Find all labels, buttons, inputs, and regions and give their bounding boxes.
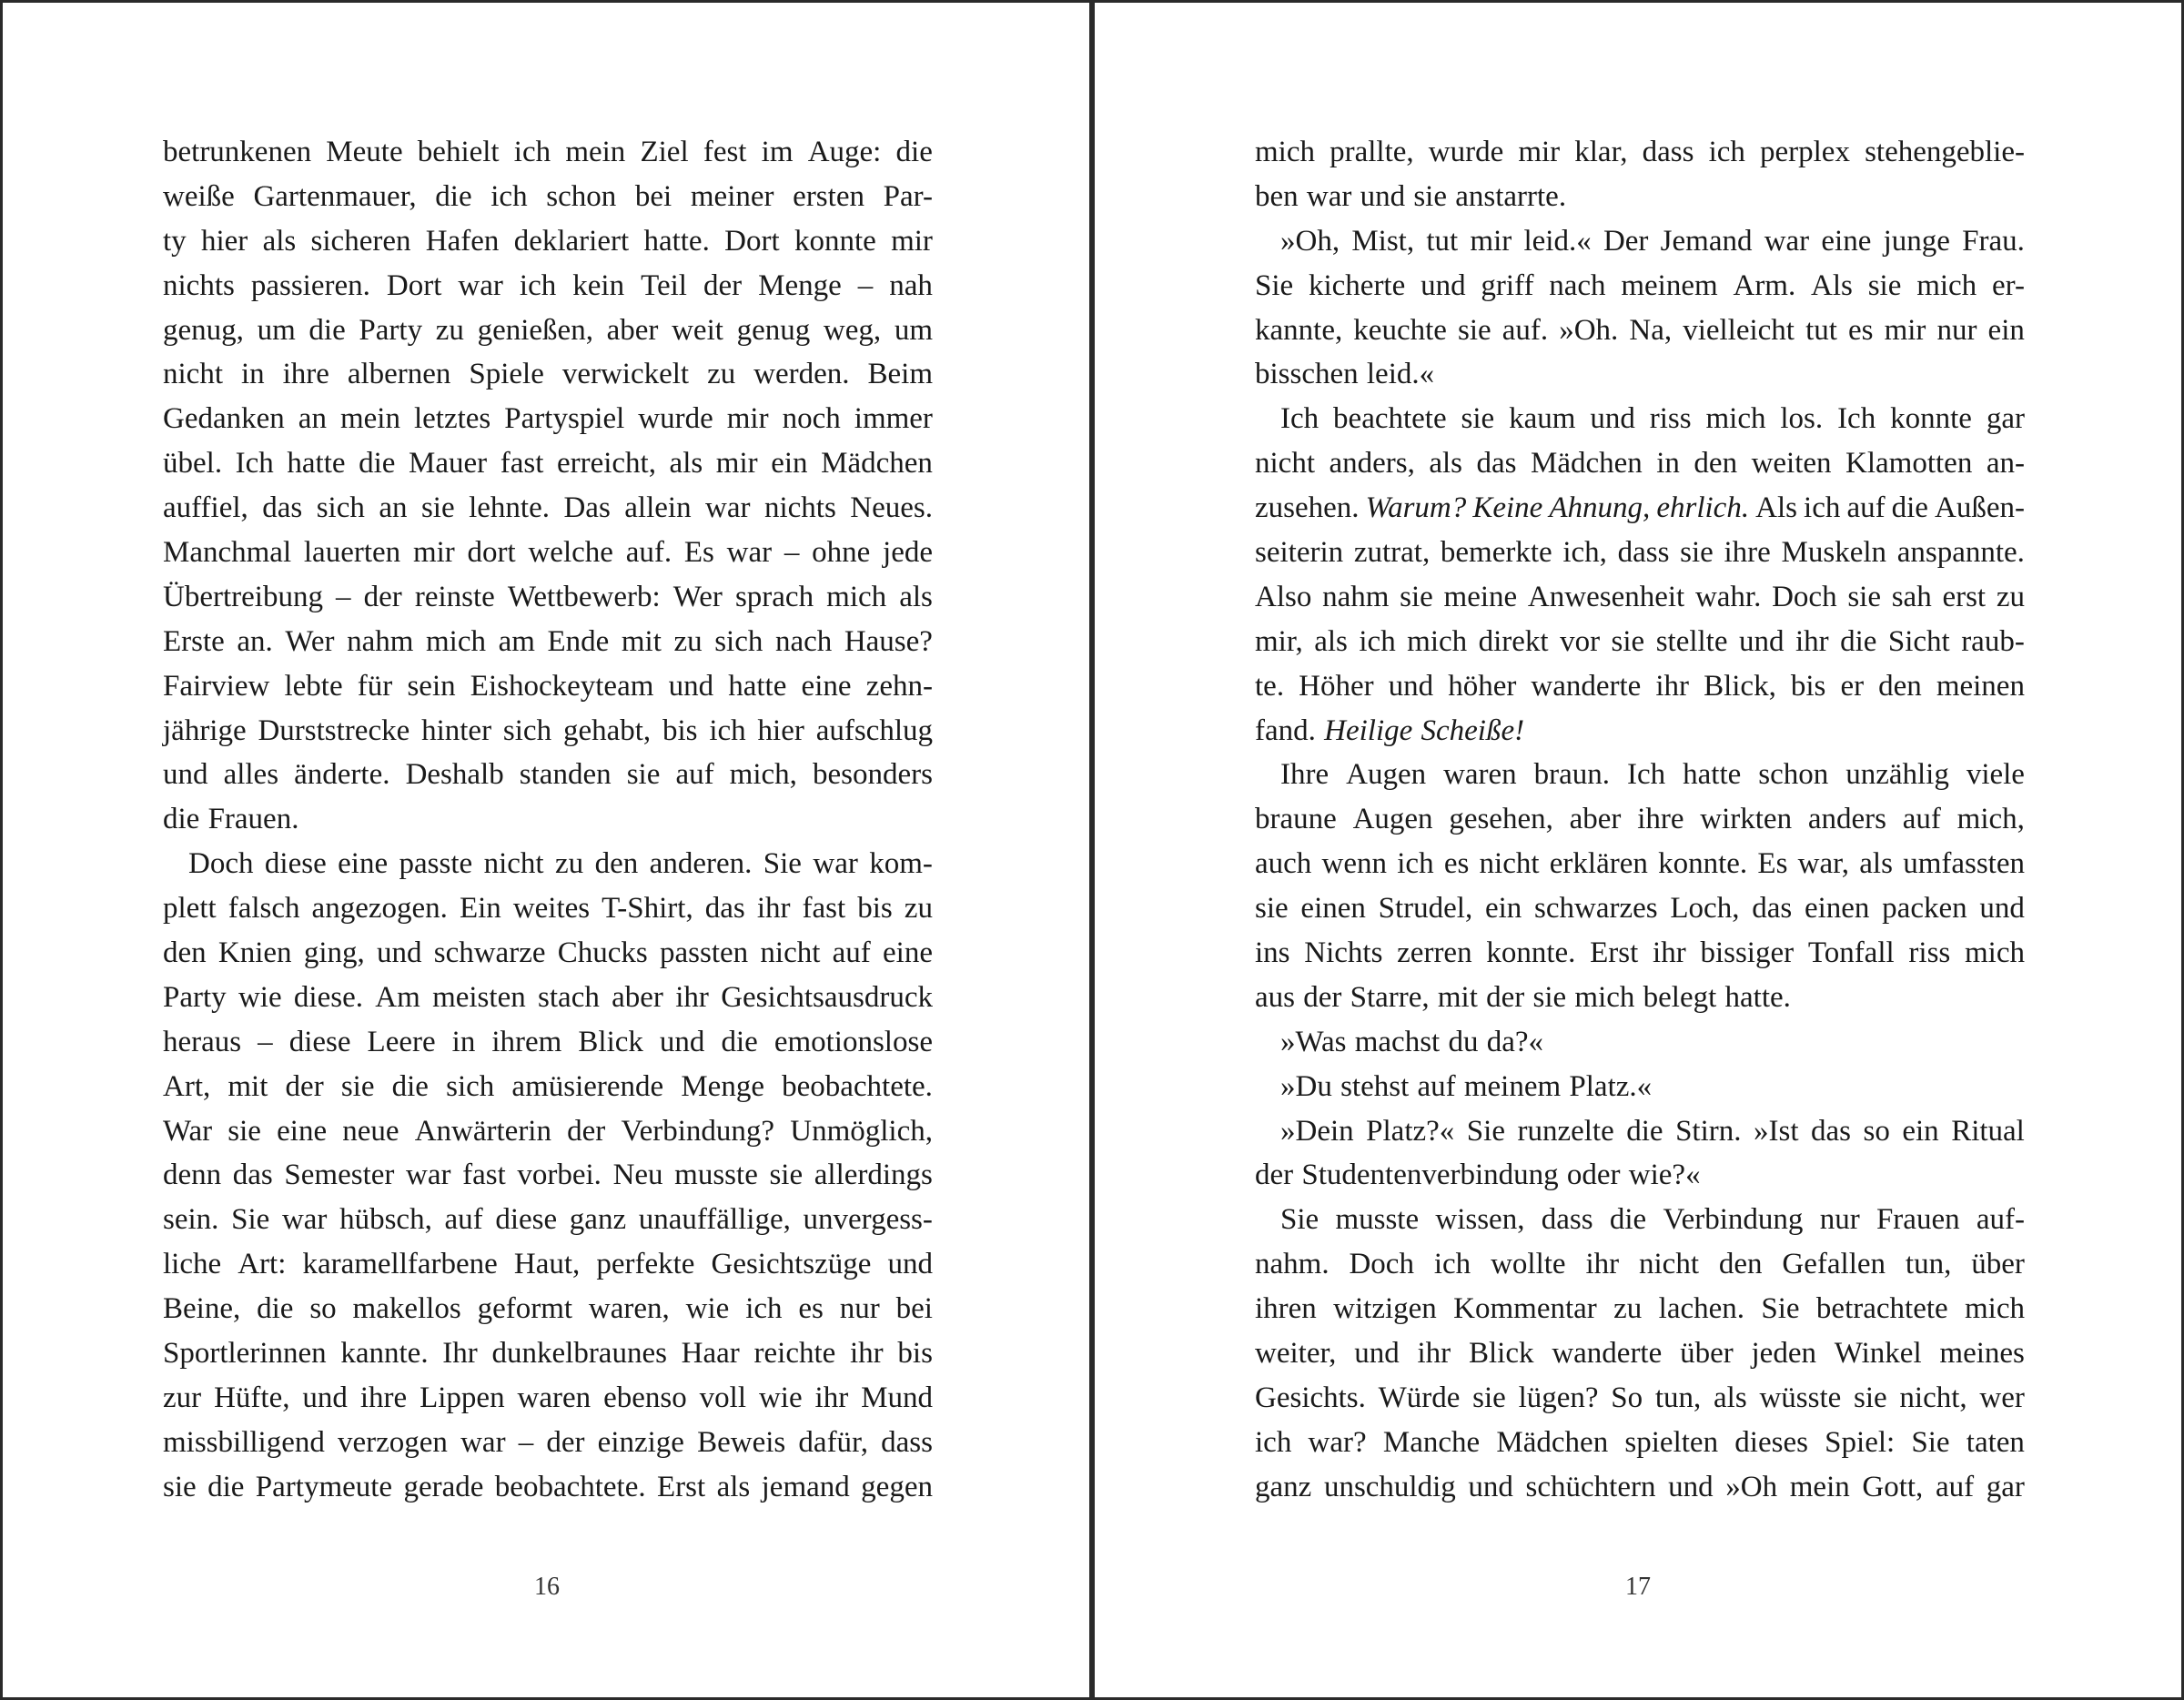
text-line: ben war und sie anstarrte. bbox=[1255, 179, 1567, 213]
text-line: nahm. Doch ich wollte ihr nicht den Gefallen tun, über bbox=[1255, 1248, 2025, 1281]
text-line: Also nahm sie meine Anwesenheit wahr. Doch sie sah erst zu bbox=[1255, 580, 2025, 613]
text-line: und alles änderte. Deshalb standen sie auf mich, besonders bbox=[163, 758, 933, 792]
text-line: Sportlerinnen kannte. Ihr dunkelbraunes Haar reichte ihr bis bbox=[163, 1337, 933, 1371]
left-page-number: 16 bbox=[534, 1573, 560, 1601]
text-line: Beine, die so makellos geformt waren, wie ich es nur bei bbox=[163, 1292, 933, 1326]
left-page-text bbox=[163, 130, 933, 1510]
text-line: Sie musste wissen, dass die Verbindung nur Frauen auf- bbox=[1280, 1203, 2025, 1237]
text-line: nichts passieren. Dort war ich kein Teil der Menge – nah bbox=[163, 268, 933, 302]
text-line: jährige Durststrecke hinter sich gehabt, bis ich hier aufschlug bbox=[163, 713, 933, 747]
text-line: plett falsch angezogen. Ein weites T-Shirt, das ihr fast bis zu bbox=[163, 892, 933, 926]
text-line: missbilligend verzogen war – der einzige Beweis dafür, dass bbox=[163, 1425, 933, 1459]
text-line: fand. Heilige Scheiße! bbox=[1255, 713, 1525, 747]
right-page-number: 17 bbox=[1625, 1573, 1651, 1601]
text-line: den Knien ging, und schwarze Chucks passten nicht auf eine bbox=[163, 936, 933, 970]
text-line: Ihre Augen waren braun. Ich hatte schon unzählig viele bbox=[1280, 758, 2025, 792]
text-line: auffiel, das sich an sie lehnte. Das allein war nichts Neues. bbox=[163, 491, 933, 525]
text-line: aus der Starre, mit der sie mich belegt hatte. bbox=[1255, 980, 1791, 1014]
text-line: sie einen Strudel, ein schwarzes Loch, das einen packen und bbox=[1255, 892, 2025, 926]
text-line: die Frauen. bbox=[163, 803, 299, 836]
right-page-text bbox=[1255, 130, 2025, 1510]
text-line: Sie kicherte und griff nach meinem Arm. Als sie mich er- bbox=[1255, 268, 2025, 302]
text-line: ty hier als sicheren Hafen deklariert hatte. Dort konnte mir bbox=[163, 224, 933, 258]
text-line: Manchmal lauerten mir dort welche auf. Es war – ohne jede bbox=[163, 536, 933, 570]
text-line: betrunkenen Meute behielt ich mein Ziel fest im Auge: die bbox=[163, 136, 933, 168]
text-line: seiterin zutrat, bemerkte ich, dass sie ihre Muskeln anspannte. bbox=[1255, 536, 2025, 570]
text-line: Gedanken an mein letztes Partyspiel wurde mir noch immer bbox=[163, 402, 933, 436]
text-line: kannte, keuchte sie auf. »Oh. Na, vielleicht tut es mir nur ein bbox=[1255, 313, 2025, 347]
text-line: »Du stehst auf meinem Platz.« bbox=[1280, 1069, 1653, 1103]
text-line: nicht in ihre albernen Spiele verwickelt zu werden. Beim bbox=[163, 358, 933, 391]
text-line: zusehen. Warum? Keine Ahnung, ehrlich. Als ich auf die Außen- bbox=[1255, 491, 2025, 525]
text-line: auch wenn ich es nicht erklären konnte. Es war, als umfassten bbox=[1255, 847, 2025, 881]
text-line: sie die Partymeute gerade beobachtete. Erst als jemand gegen bbox=[163, 1470, 933, 1503]
text-line: Doch diese eine passte nicht zu den anderen. Sie war kom- bbox=[188, 847, 933, 881]
text-line: braune Augen gesehen, aber ihre wirkten anders auf mich, bbox=[1255, 803, 2025, 836]
text-line: »Was machst du da?« bbox=[1280, 1025, 1543, 1058]
text-line: War sie eine neue Anwärterin der Verbindung? Unmöglich, bbox=[163, 1114, 933, 1148]
text-line: der Studentenverbindung oder wie?« bbox=[1255, 1159, 1701, 1192]
text-line: zur Hüfte, und ihre Lippen waren ebenso voll wie ihr Mund bbox=[163, 1381, 933, 1414]
text-line: liche Art: karamellfarbene Haut, perfekte Gesichtszüge und bbox=[163, 1248, 933, 1281]
text-line: übel. Ich hatte die Mauer fast erreicht, als mir ein Mädchen bbox=[163, 447, 933, 481]
text-line: Ich beachtete sie kaum und riss mich los. Ich konnte gar bbox=[1280, 402, 2025, 436]
text-line: mich prallte, wurde mir klar, dass ich perplex stehengeblie- bbox=[1255, 136, 2025, 168]
text-line: weiter, und ihr Blick wanderte über jeden Winkel meines bbox=[1255, 1337, 2025, 1371]
text-line: ihren witzigen Kommentar zu lachen. Sie betrachtete mich bbox=[1255, 1292, 2025, 1326]
text-line: Fairview lebte für sein Eishockeyteam und hatte eine zehn- bbox=[163, 669, 933, 703]
right-page bbox=[1092, 0, 2184, 1700]
text-line: Gesichts. Würde sie lügen? So tun, als wüsste sie nicht, wer bbox=[1255, 1381, 2025, 1414]
text-line: te. Höher und höher wanderte ihr Blick, bis er den meinen bbox=[1255, 669, 2025, 703]
text-line: mir, als ich mich direkt vor sie stellte und ihr die Sicht raub- bbox=[1255, 624, 2025, 658]
text-line: Party wie diese. Am meisten stach aber ihr Gesichtsausdruck bbox=[163, 980, 933, 1014]
text-line: weiße Gartenmauer, die ich schon bei meiner ersten Par- bbox=[163, 179, 933, 213]
text-line: »Oh, Mist, tut mir leid.« Der Jemand war eine junge Frau. bbox=[1280, 224, 2025, 258]
text-line: Übertreibung – der reinste Wettbewerb: Wer sprach mich als bbox=[163, 580, 933, 613]
text-line: »Dein Platz?« Sie runzelte die Stirn. »Ist das so ein Ritual bbox=[1280, 1114, 2025, 1148]
text-line: nicht anders, als das Mädchen in den weiten Klamotten an- bbox=[1255, 447, 2025, 481]
text-line: ganz unschuldig und schüchtern und »Oh mein Gott, auf gar bbox=[1255, 1470, 2025, 1503]
text-line: Erste an. Wer nahm mich am Ende mit zu sich nach Hause? bbox=[163, 624, 933, 658]
text-line: bisschen leid.« bbox=[1255, 358, 1435, 391]
text-line: heraus – diese Leere in ihrem Blick und die emotionslose bbox=[163, 1025, 933, 1058]
text-line: genug, um die Party zu genießen, aber weit genug weg, um bbox=[163, 313, 933, 347]
text-line: Art, mit der sie die sich amüsierende Menge beobachtete. bbox=[163, 1069, 933, 1103]
text-line: sein. Sie war hübsch, auf diese ganz unauffällige, unvergess- bbox=[163, 1203, 933, 1237]
text-line: denn das Semester war fast vorbei. Neu musste sie allerdings bbox=[163, 1159, 933, 1192]
text-line: ich war? Manche Mädchen spielten dieses Spiel: Sie taten bbox=[1255, 1425, 2025, 1459]
text-line: ins Nichts zerren konnte. Erst ihr bissiger Tonfall riss mich bbox=[1255, 936, 2025, 970]
